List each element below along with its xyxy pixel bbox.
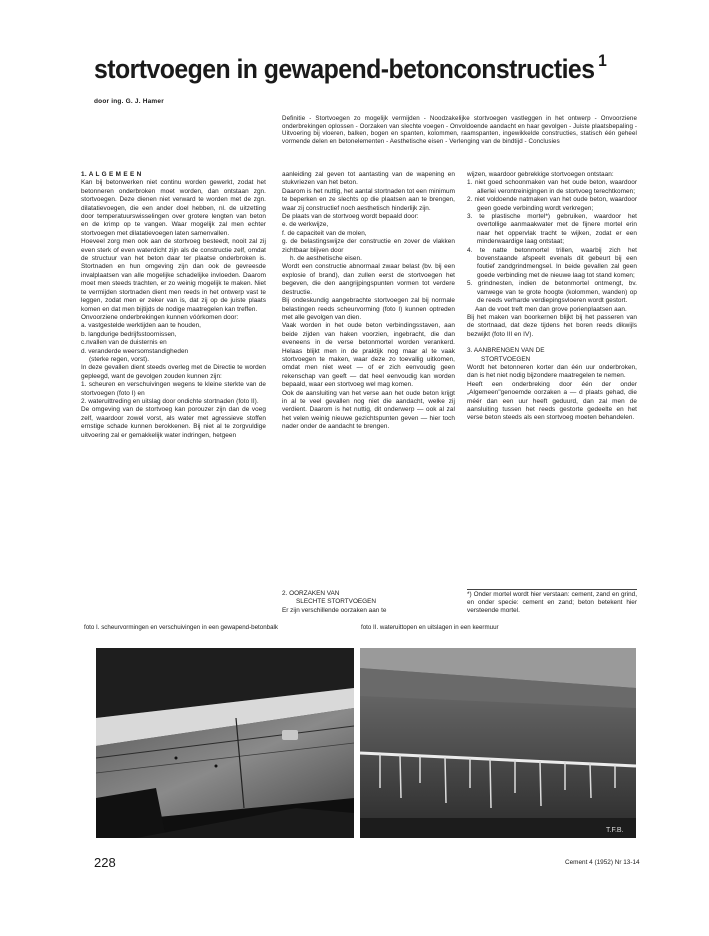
- footnote: *) Onder mortel wordt hier verstaan: cement, zand en grind, en onder specie: cement en zand; beton betekent hier versteende mortel.: [467, 591, 637, 615]
- photo-retaining-wall: [360, 648, 636, 838]
- list-item: 1. scheuren en verschuivingen wegens te kleine sterkte van de stortvoegen (foto I) en: [81, 381, 266, 397]
- article-title-text: stortvoegen in gewapend-betonconstructies: [94, 54, 595, 84]
- page-number: 228: [94, 855, 116, 870]
- section-heading-algemeen: 1. A L G E M E E N: [81, 171, 142, 178]
- paragraph: wijzen, waardoor gebrekkige stortvoegen ontstaan:: [467, 171, 614, 178]
- list-item: 5. grindnesten, indien de betonmortel ontmengt, bv. vanwege van te grote hoogte (kolommen, wanden) op de reeds verharde verdiepingsvloeren wordt gestort.: [467, 280, 637, 305]
- photo-caption-1: foto I. scheurvormingen en verschuivingen in een gewapend-betonbalk: [84, 624, 278, 631]
- section-heading-oorzaken: 2. OORZAKEN VAN: [282, 590, 340, 597]
- list-item: (sterke regen, vorst).: [89, 355, 150, 363]
- journal-reference: Cement 4 (1952) Nr 13-14: [565, 859, 640, 866]
- paragraph: De omgeving van de stortvoeg kan porouzer zijn dan de voeg zelf, waardoor zowel vorst, als water met agressieve stoffen ernstige schade kunnen berokkenen. Bij niet al te zorgvuldige uitvoering zal er gemakkelijk water indringen, hetgeen: [81, 406, 266, 439]
- photo-mark: T.F.B.: [606, 827, 624, 834]
- list-item: e. de werkwijze,: [282, 221, 329, 229]
- list-item: 4. te natte betonmortel trillen, waarbij zich het bovenstaande afspeelt evenals dit gebeurt bij een foutief zandgrindmengsel. In beide gevallen zal geen goede verbinding met de nieuwe laag tot stand komen;: [467, 246, 637, 279]
- paragraph: In deze gevallen dient steeds overleg met de Directie te worden gepleegd, want de gevolgen zouden kunnen zijn:: [81, 364, 266, 380]
- paragraph: Kan bij betonwerken niet continu worden gewerkt, zodat het betonneren onderbroken moet worden, dan ontstaan zgn. stortvoegen. Deze dienen niet verward te worden met de zgn. dilatatievoegen, die een ander doel hebben, nl. de uitzetting door temperatuurswisselingen over grotere lengten van beton en de krimp op te vangen. Waar mogelijk zal men echter stortvoegen met dilatatievoegen laten samenvallen.: [81, 179, 266, 237]
- paragraph: De plaats van de stortvoeg wordt bepaald door:: [282, 213, 419, 221]
- list-item: Aan de voet treft men dan grove porienplaatsen aan.: [475, 305, 627, 313]
- column-1: [81, 171, 266, 440]
- paragraph: Bij ondeskundig aangebrachte stortvoegen zal bij normale belastingen reeds scheurvorming (foto I) kunnen optreden met alle gevolgen van dien.: [282, 297, 455, 321]
- section-heading-aanbrengen-line2: STORTVOEGEN: [481, 355, 531, 363]
- paragraph: aanleiding zal geven tot aantasting van de wapening en stukvriezen van het beton.: [282, 171, 455, 187]
- list-item: d. veranderde weersomstandigheden: [81, 347, 189, 355]
- paragraph: Heeft een onderbreking door één der onder „Algemeen"genoemde oorzaken a — d plaats gehad, die méér dan een uur heeft geduurd, dan zal men de aansluiting tussen het reeds gestorte gedeelte en het verse beton steeds als een stortvoeg moeten behandelen.: [467, 380, 637, 422]
- list-item: 2. wateruittreding en uitslag door ondichte stortnaden (foto II).: [81, 397, 259, 405]
- paragraph: Ook de aansluiting van het verse aan het oude beton krijgt in al te veel gevallen nog niet die aandacht, welke zij verdient. Daarom is het nuttig, dit onderwerp — ook al zal het velen weinig nieuwe gezichtspunten geven — hier toch nader onder de aandacht te brengen.: [282, 389, 455, 431]
- photo-caption-2: foto II. wateruittopen en uitslagen in een keermuur: [361, 624, 499, 631]
- article-title: [94, 52, 609, 83]
- paragraph: Wordt het betonneren korter dan één uur onderbroken, dan is het niet nodig bijzondere maatregelen te nemen.: [467, 363, 637, 380]
- photo-beam-cracks-image: [96, 648, 354, 838]
- list-item: a. vastgestelde werktijden aan te houden,: [81, 322, 202, 330]
- list-item: 3. te plastische mortel*) gebruiken, waardoor het overtollige aanmaakwater met de fijnere mortel erin naar het oppervlak tracht te wijken, zodat er een minderwaardige laag ontstaat;: [467, 213, 637, 246]
- list-item: h. de aesthetische eisen.: [290, 255, 362, 263]
- list-item: b. langdurige bedrijfsstoornissen,: [81, 330, 177, 338]
- paragraph: Daarom is het nuttig, het aantal stortnaden tot een minimum te beperken en ze slechts op die plaatsen aan te brengen, waar zij constructief noch aesthetisch hinderlijk zijn.: [282, 187, 455, 212]
- column-3: [467, 171, 637, 423]
- list-item: 2. niet voldoende natmaken van het oude beton, waardoor geen goede verbinding wordt verkregen;: [467, 196, 637, 212]
- column-2-section-2: [282, 590, 455, 615]
- paragraph: Hoeveel zorg men ook aan de stortvoeg besteedt, nooit zal zij even sterk of even waterdicht zijn als de constructie zelf, omdat de structuur van het beton daar ter plaatse onderbroken is. Stortnaden en hun omgeving zijn dan ook de gevreesde invalplaatsen van alle mogelijke schadelijke invloeden. Daarom moet men steeds trachten, er zo weinig mogelijk te maken. Niet te vermijden stortnaden dient men reeds in het ontwerp vast te leggen, zodat men er zeker van is, dat zij op de juiste plaats komen en dat men bijtijds de nodige maatregelen kan treffen.: [81, 238, 266, 313]
- list-item: 1. niet goed schoonmaken van het oude beton, waardoor allerlei verontreinigingen in de stortvoeg terechtkomen;: [467, 179, 637, 195]
- footnote-mark: 1: [598, 51, 607, 70]
- paragraph: Vaak worden in het oude beton verbindingsstaven, aan beide zijden van haken voorzien, ingebracht, die dan eveneens in de verse betonmortel worden verankerd. Helaas blijkt men in de praktijk nog maar al te vaak stortvoegen te maken, waar deze zo toevallig uitkomen, omdat men niet weet — of er zich eenvoudig geen rekenschap van geeft — dat heel eenvoudig kan worden bepaald, waar een stortvoeg wel mag komen.: [282, 322, 455, 389]
- list-item: f. de capaciteit van de molen,: [282, 229, 367, 237]
- paragraph: Er zijn verschillende oorzaken aan te: [282, 606, 387, 614]
- list-item: g. de belastingswijze der constructie en zover de vlakken zichtbaar blijven door: [282, 238, 455, 254]
- photo-beam-cracks: [96, 648, 354, 838]
- paragraph: Wordt een constructie abnormaal zwaar belast (bv. bij een explosie of brand), dan zullen eerst de stortvoegen het begeven, die den aangrijpingspunten vormen tot verdere destructie.: [282, 263, 455, 296]
- photo-retaining-wall-image: [360, 648, 636, 838]
- article-abstract: Definitie - Stortvoegen zo mogelijk vermijden - Noodzakelijke stortvoegen vastleggen in het ontwerp - Onvoorziene onderbrekingen oplossen - Oorzaken van slechte voegen - Onvoldoende aandacht en haar gevolgen - Juiste plaatsbepaling - Uitvoering bij vloeren, balken, bogen en spanten, kolommen, raamspanten, ingewikkelde constructies, statisch één geheel vormende delen en betonelementen - Aesthetische eisen - Verlenging van de bindtijd - Conclusies: [282, 115, 637, 146]
- paragraph: Onvoorziene onderbrekingen kunnen vóórkomen door:: [81, 313, 239, 321]
- section-heading-aanbrengen: 3. AANBRENGEN VAN DE: [467, 347, 545, 355]
- column-2: [282, 171, 455, 432]
- list-item: c.nvallen van de duisternis en: [81, 339, 167, 347]
- author-byline: door ing. G. J. Hamer: [94, 98, 164, 105]
- paragraph: Bij het maken van boorkernen blijkt bij het passeren van de stortnaad, dat deze tijdens het boren reeds dikwijls bezwijkt (foto III en IV).: [467, 313, 637, 338]
- section-heading-oorzaken-line2: SLECHTE STORTVOEGEN: [296, 598, 377, 606]
